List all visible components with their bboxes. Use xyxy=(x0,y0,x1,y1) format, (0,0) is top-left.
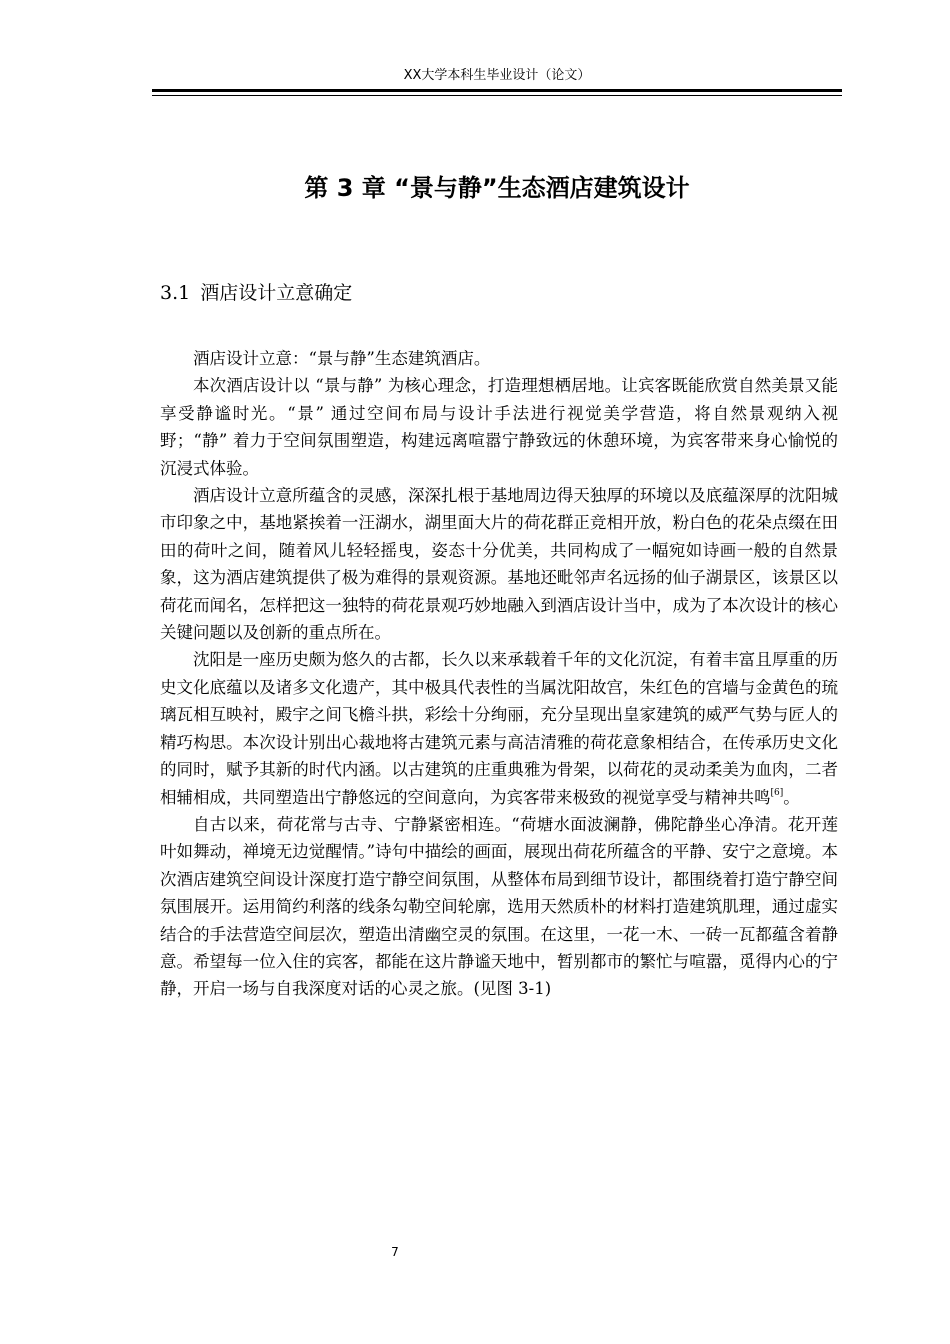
page-number: 7 xyxy=(391,1245,399,1259)
body-text xyxy=(160,345,838,1003)
paragraph: 酒店设计立意所蕴含的灵感，深深扎根于基地周边得天独厚的环境以及底蕴深厚的沈阳城市印象之中，基地紧挨着一汪湖水，湖里面大片的荷花群正竞相开放，粉白色的花朵点缀在田田的荷叶之间，随着风儿轻轻摇曳，姿态十分优美，共同构成了一幅宛如诗画一般的自然景象，这为酒店建筑提供了极为难得的景观资源。基地还毗邻声名远扬的仙子湖景区，该景区以荷花而闻名，怎样把这一独特的荷花景观巧妙地融入到酒店设计当中，成为了本次设计的核心关键问题以及创新的重点所在。 xyxy=(160,486,838,643)
paragraph: 本次酒店设计以 “景与静” 为核心理念，打造理想栖居地。让宾客既能欣赏自然美景又能享受静谧时光。“景” 通过空间布局与设计手法进行视觉美学营造，将自然景观纳入视野；“静” 着力于空间氛围塑造，构建远离喧嚣宁静致远的休憩环境，为宾客带来身心愉悦的沉浸式体验。 xyxy=(160,376,838,478)
section-heading xyxy=(160,279,352,307)
citation-marker: [6] xyxy=(770,787,784,798)
paragraph-tail: 。 xyxy=(783,787,800,807)
section-number: 3.1 xyxy=(160,282,191,304)
paragraph-text: 沈阳是一座历史颇为悠久的古都，长久以来承载着千年的文化沉淀，有着丰富且厚重的历史文化底蕴以及诸多文化遗产，其中极具代表性的当属沈阳故宫，朱红色的宫墙与金黄色的琉璃瓦相互映衬，殿宇之间飞檐斗拱，彩绘十分绚丽，充分呈现出皇家建筑的威严气势与匠人的精巧构思。本次设计别出心裁地将古建筑元素与高洁清雅的荷花意象相结合，在传承历史文化的同时，赋予其新的时代内涵。以古建筑的庄重典雅为骨架，以荷花的灵动柔美为血肉，二者相辅相成，共同塑造出宁静悠远的空间意向，为宾客带来极致的视觉享受与精神共鸣 xyxy=(160,650,838,807)
paragraph xyxy=(160,646,838,810)
paragraph: 自古以来，荷花常与古寺、宁静紧密相连。“荷塘水面波澜静，佛陀静坐心净清。花开莲叶如舞动，禅境无边觉醒情。”诗句中描绘的画面，展现出荷花所蕴含的平静、安宁之意境。本次酒店建筑空间设计深度打造宁静空间氛围，从整体布局到细节设计，都围绕着打造宁静空间氛围展开。运用简约利落的线条勾勒空间轮廓，选用天然质朴的材料打造建筑肌理，通过虚实结合的手法营造空间层次，塑造出清幽空灵的氛围。在这里，一花一木、一砖一瓦都蕴含着静意。希望每一位入住的宾客，都能在这片静谧天地中，暂别都市的繁忙与喧嚣，觅得内心的宁静，开启一场与自我深度对话的心灵之旅。(见图 3-1) xyxy=(160,814,838,999)
paragraph: 酒店设计立意：“景与静”生态建筑酒店。 xyxy=(193,349,491,368)
header-rule-thick xyxy=(152,89,842,92)
section-title: 酒店设计立意确定 xyxy=(200,282,353,304)
running-header: XX大学本科生毕业设计（论文） xyxy=(403,68,591,83)
header-rule-thin xyxy=(152,95,842,96)
chapter-title: 第 3 章 “景与静”生态酒店建筑设计 xyxy=(304,174,690,202)
